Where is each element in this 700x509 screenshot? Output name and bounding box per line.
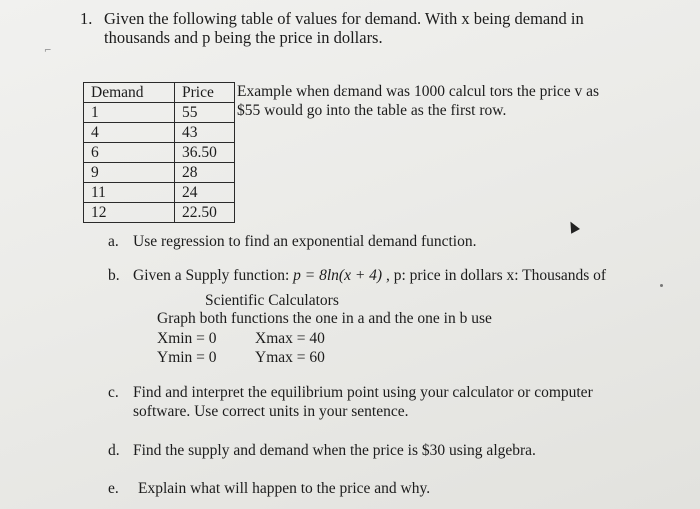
- price-cell: 28: [175, 163, 235, 183]
- header-price: Price: [175, 83, 235, 103]
- part-e-text: Explain what will happen to the price and why.: [138, 480, 431, 497]
- demand-cell: 9: [84, 163, 175, 183]
- demand-cell: 6: [84, 143, 175, 163]
- part-a-text: Use regression to find an exponential demand function.: [133, 233, 477, 250]
- part-b-line-1-post: , p: price in dollars x: Thousands of: [382, 267, 607, 284]
- demand-cell: 4: [84, 123, 175, 143]
- part-d-text: Find the supply and demand when the price is $30 using algebra.: [133, 442, 536, 459]
- table-row: [84, 183, 235, 203]
- window-xmin: Xmin = 0: [157, 330, 217, 347]
- part-a-label: a.: [108, 233, 119, 250]
- table-row: [84, 123, 235, 143]
- part-d-label: d.: [108, 442, 120, 459]
- price-cell: 36.50: [175, 143, 235, 163]
- intro-line-2: thousands and p being the price in dollars.: [104, 28, 383, 47]
- window-ymax: Ymax = 60: [255, 349, 325, 366]
- table-header-row: [84, 83, 235, 103]
- price-cell: 43: [175, 123, 235, 143]
- part-c-line-1: Find and interpret the equilibrium point using your calculator or computer: [133, 384, 593, 401]
- part-b-line-1: [133, 267, 606, 285]
- part-c-label: c.: [108, 384, 119, 401]
- window-xmax: Xmax = 40: [255, 330, 325, 347]
- demand-price-table: [83, 82, 235, 223]
- supply-formula: p = 8ln(x + 4): [293, 267, 383, 284]
- stray-dot: [660, 284, 663, 287]
- part-e-label: e.: [108, 480, 119, 497]
- price-cell: 55: [175, 103, 235, 123]
- part-b-line-1-pre: Given a Supply function:: [133, 267, 294, 284]
- example-line-2: $55 would go into the table as the first row.: [237, 102, 507, 119]
- intro-line-1: Given the following table of values for demand. With x being demand in: [104, 9, 584, 28]
- problem-number: 1.: [80, 9, 93, 28]
- price-cell: 22.50: [175, 203, 235, 223]
- stray-mark: ⌐: [44, 46, 52, 56]
- part-c-line-2: software. Use correct units in your sentence.: [133, 403, 409, 420]
- window-ymin: Ymin = 0: [157, 349, 217, 366]
- price-cell: 24: [175, 183, 235, 203]
- part-b-line-2: Scientific Calculators: [205, 292, 339, 309]
- part-b-label: b.: [108, 267, 120, 284]
- mouse-cursor-icon: [566, 219, 580, 233]
- header-demand: Demand: [84, 83, 175, 103]
- table-row: [84, 163, 235, 183]
- demand-cell: 11: [84, 183, 175, 203]
- demand-cell: 1: [84, 103, 175, 123]
- table-row: [84, 203, 235, 223]
- table-row: [84, 103, 235, 123]
- example-line-1: Example when dɛmand was 1000 calcul tors the price v as: [237, 83, 600, 100]
- demand-cell: 12: [84, 203, 175, 223]
- table-row: [84, 143, 235, 163]
- part-b-line-3: Graph both functions the one in a and the one in b use: [157, 310, 492, 327]
